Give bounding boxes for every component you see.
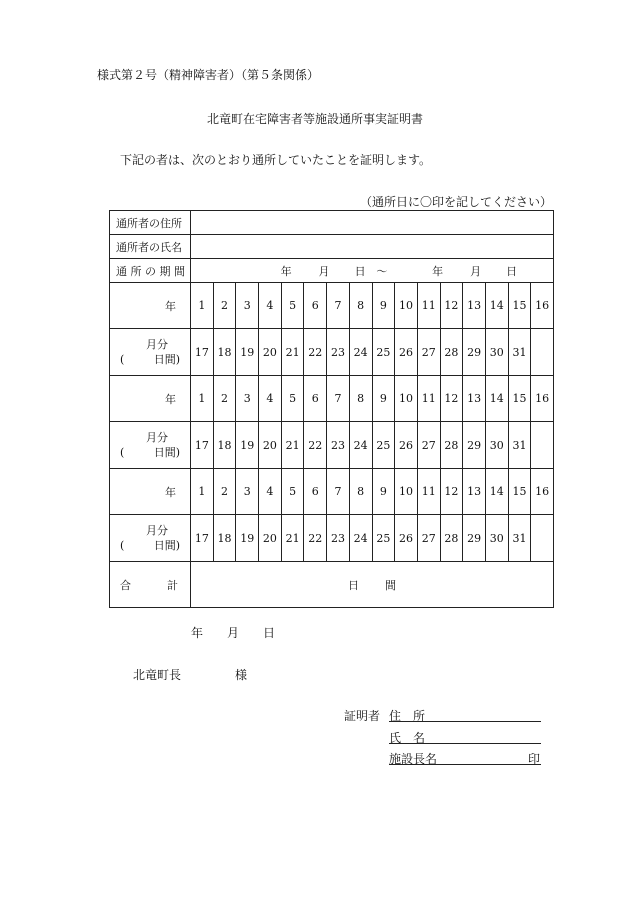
day-cell[interactable]: 12 xyxy=(440,283,463,329)
date-month: 月 xyxy=(227,626,240,640)
facility-head-line[interactable] xyxy=(389,763,541,765)
day-cell[interactable]: 21 xyxy=(281,329,304,376)
day-cell[interactable]: 1 xyxy=(191,469,214,515)
day-cell[interactable]: 5 xyxy=(281,376,304,422)
total-days-field[interactable] xyxy=(191,562,554,608)
day-cell[interactable]: 24 xyxy=(349,422,372,469)
day-cell[interactable]: 10 xyxy=(395,469,418,515)
day-cell[interactable]: 31 xyxy=(508,329,531,376)
day-cell[interactable]: 29 xyxy=(463,515,486,562)
day-cell[interactable]: 9 xyxy=(372,376,395,422)
month-label: 月分 xyxy=(146,338,168,351)
day-cell[interactable]: 7 xyxy=(327,376,350,422)
day-cell[interactable]: 25 xyxy=(372,515,395,562)
day-cell[interactable]: 18 xyxy=(213,329,236,376)
name-label: 通所者の氏名 xyxy=(110,235,191,259)
year-label[interactable]: 年 xyxy=(110,376,191,422)
total-label-right: 計 xyxy=(167,578,178,592)
day-cell[interactable]: 26 xyxy=(395,515,418,562)
sama-label: 様 xyxy=(235,668,248,682)
day-cell[interactable]: 13 xyxy=(463,469,486,515)
day-cell[interactable]: 9 xyxy=(372,469,395,515)
period-day1: 日 xyxy=(354,264,366,278)
attendance-table xyxy=(109,210,554,608)
day-cell[interactable]: 24 xyxy=(349,515,372,562)
days-open-paren: ( xyxy=(120,446,125,459)
day-cell[interactable]: 11 xyxy=(417,376,440,422)
days-label: 日間) xyxy=(153,353,180,366)
days-open-paren: ( xyxy=(120,539,125,552)
total-row xyxy=(110,562,554,608)
day-cell[interactable]: 11 xyxy=(417,283,440,329)
day-cell[interactable]: 15 xyxy=(508,469,531,515)
certifier-name-line[interactable] xyxy=(389,742,541,744)
day-cell[interactable]: 20 xyxy=(259,515,282,562)
day-cell[interactable]: 4 xyxy=(259,469,282,515)
day-cell[interactable]: 3 xyxy=(236,283,259,329)
day-cell[interactable]: 20 xyxy=(259,329,282,376)
day-cell[interactable]: 8 xyxy=(349,469,372,515)
period-field[interactable] xyxy=(191,259,554,283)
year-row xyxy=(110,469,554,515)
day-cell[interactable]: 27 xyxy=(417,515,440,562)
day-cell[interactable]: 29 xyxy=(463,422,486,469)
facility-head-label: 施設長名 xyxy=(389,752,438,766)
year-row xyxy=(110,376,554,422)
certifier-address-label: 住 所 xyxy=(389,709,426,723)
certifier-name-label: 氏 名 xyxy=(389,731,426,745)
day-cell[interactable]: 21 xyxy=(281,422,304,469)
day-cell[interactable]: 25 xyxy=(372,422,395,469)
month-days-label[interactable] xyxy=(110,422,191,469)
day-cell[interactable]: 29 xyxy=(463,329,486,376)
days-open-paren: ( xyxy=(120,353,125,366)
period-day2: 日 xyxy=(506,264,518,278)
day-cell[interactable]: 23 xyxy=(327,515,350,562)
day-cell[interactable]: 20 xyxy=(259,422,282,469)
day-cell[interactable]: 27 xyxy=(417,422,440,469)
day-cell[interactable]: 3 xyxy=(236,376,259,422)
day-cell[interactable]: 6 xyxy=(304,283,327,329)
total-label xyxy=(110,562,191,608)
date-day: 日 xyxy=(263,626,276,640)
day-cell[interactable]: 10 xyxy=(395,376,418,422)
day-cell[interactable]: 31 xyxy=(508,515,531,562)
year-row xyxy=(110,283,554,329)
day-cell[interactable]: 8 xyxy=(349,283,372,329)
day-cell[interactable]: 12 xyxy=(440,469,463,515)
day-cell[interactable]: 11 xyxy=(417,469,440,515)
day-cell[interactable]: 14 xyxy=(485,376,508,422)
day-cell[interactable] xyxy=(531,329,554,376)
day-cell[interactable]: 13 xyxy=(463,376,486,422)
form-number: 様式第２号（精神障害者）（第５条関係） xyxy=(97,68,320,82)
month-row xyxy=(110,422,554,469)
period-year1: 年 xyxy=(280,264,292,278)
day-cell[interactable]: 15 xyxy=(508,283,531,329)
day-cell[interactable]: 6 xyxy=(304,376,327,422)
month-days-label[interactable] xyxy=(110,329,191,376)
mayor-label: 北竜町長 xyxy=(133,668,182,682)
day-cell[interactable]: 27 xyxy=(417,329,440,376)
day-cell[interactable]: 25 xyxy=(372,329,395,376)
address-field[interactable] xyxy=(191,211,554,235)
month-label: 月分 xyxy=(146,431,168,444)
period-month1: 月 xyxy=(318,264,330,278)
name-field[interactable] xyxy=(191,235,554,259)
day-cell[interactable]: 19 xyxy=(236,422,259,469)
day-cell[interactable]: 26 xyxy=(395,329,418,376)
period-tilde: 〜 xyxy=(376,264,388,278)
day-cell[interactable]: 16 xyxy=(531,376,554,422)
day-cell[interactable]: 12 xyxy=(440,376,463,422)
period-year2: 年 xyxy=(432,264,444,278)
day-cell[interactable]: 22 xyxy=(304,329,327,376)
day-cell[interactable]: 18 xyxy=(213,515,236,562)
day-cell[interactable]: 14 xyxy=(485,469,508,515)
day-cell[interactable]: 21 xyxy=(281,515,304,562)
day-cell[interactable]: 17 xyxy=(191,515,214,562)
day-cell[interactable]: 9 xyxy=(372,283,395,329)
day-cell[interactable]: 2 xyxy=(213,469,236,515)
document-title: 北竜町在宅障害者等施設通所事実証明書 xyxy=(206,112,423,126)
day-cell[interactable]: 17 xyxy=(191,329,214,376)
day-cell[interactable]: 28 xyxy=(440,515,463,562)
day-cell[interactable]: 15 xyxy=(508,376,531,422)
day-cell[interactable]: 5 xyxy=(281,469,304,515)
day-cell[interactable]: 13 xyxy=(463,283,486,329)
total-days-unit-left: 日 xyxy=(348,578,359,592)
day-cell[interactable]: 23 xyxy=(327,422,350,469)
day-cell[interactable]: 6 xyxy=(304,469,327,515)
year-label[interactable]: 年 xyxy=(110,469,191,515)
day-cell[interactable]: 26 xyxy=(395,422,418,469)
month-days-label[interactable] xyxy=(110,515,191,562)
day-cell[interactable]: 3 xyxy=(236,469,259,515)
day-cell[interactable]: 5 xyxy=(281,283,304,329)
day-cell[interactable] xyxy=(531,515,554,562)
month-label: 月分 xyxy=(146,524,168,537)
day-cell[interactable]: 30 xyxy=(485,515,508,562)
day-cell[interactable]: 19 xyxy=(236,515,259,562)
day-cell[interactable]: 8 xyxy=(349,376,372,422)
day-cell[interactable]: 31 xyxy=(508,422,531,469)
date-year: 年 xyxy=(191,626,204,640)
day-cell[interactable]: 16 xyxy=(531,469,554,515)
day-cell[interactable]: 10 xyxy=(395,283,418,329)
day-cell[interactable]: 30 xyxy=(485,329,508,376)
period-month2: 月 xyxy=(470,264,482,278)
days-label: 日間) xyxy=(153,539,180,552)
instruction-note: （通所日に〇印を記してください） xyxy=(360,195,553,209)
day-cell[interactable]: 30 xyxy=(485,422,508,469)
day-cell[interactable]: 22 xyxy=(304,515,327,562)
day-cell[interactable]: 17 xyxy=(191,422,214,469)
period-label: 通 所 の 期 間 xyxy=(110,259,191,283)
month-row xyxy=(110,515,554,562)
day-cell[interactable]: 4 xyxy=(259,376,282,422)
day-cell[interactable]: 7 xyxy=(327,469,350,515)
year-label[interactable]: 年 xyxy=(110,283,191,329)
day-cell[interactable]: 19 xyxy=(236,329,259,376)
day-cell[interactable]: 4 xyxy=(259,283,282,329)
day-cell[interactable]: 1 xyxy=(191,283,214,329)
day-cell[interactable]: 24 xyxy=(349,329,372,376)
day-cell[interactable]: 1 xyxy=(191,376,214,422)
total-label-left: 合 xyxy=(120,578,131,592)
certifier-label: 証明者 xyxy=(344,709,381,723)
days-label: 日間) xyxy=(153,446,180,459)
day-cell[interactable]: 2 xyxy=(213,376,236,422)
day-cell[interactable]: 2 xyxy=(213,283,236,329)
month-row xyxy=(110,329,554,376)
day-cell[interactable]: 22 xyxy=(304,422,327,469)
intro-text: 下記の者は、次のとおり通所していたことを証明します。 xyxy=(120,153,432,167)
day-cell[interactable]: 7 xyxy=(327,283,350,329)
day-cell[interactable]: 23 xyxy=(327,329,350,376)
day-cell[interactable]: 28 xyxy=(440,422,463,469)
seal-mark: 印 xyxy=(528,752,541,766)
day-cell[interactable]: 16 xyxy=(531,283,554,329)
date-line xyxy=(191,624,275,641)
address-label: 通所者の住所 xyxy=(110,211,191,235)
addressee xyxy=(133,666,247,683)
day-cell[interactable]: 18 xyxy=(213,422,236,469)
day-cell[interactable]: 14 xyxy=(485,283,508,329)
day-cell[interactable] xyxy=(531,422,554,469)
day-cell[interactable]: 28 xyxy=(440,329,463,376)
certifier-address-line[interactable] xyxy=(389,720,541,722)
total-days-unit-right: 間 xyxy=(385,578,396,592)
